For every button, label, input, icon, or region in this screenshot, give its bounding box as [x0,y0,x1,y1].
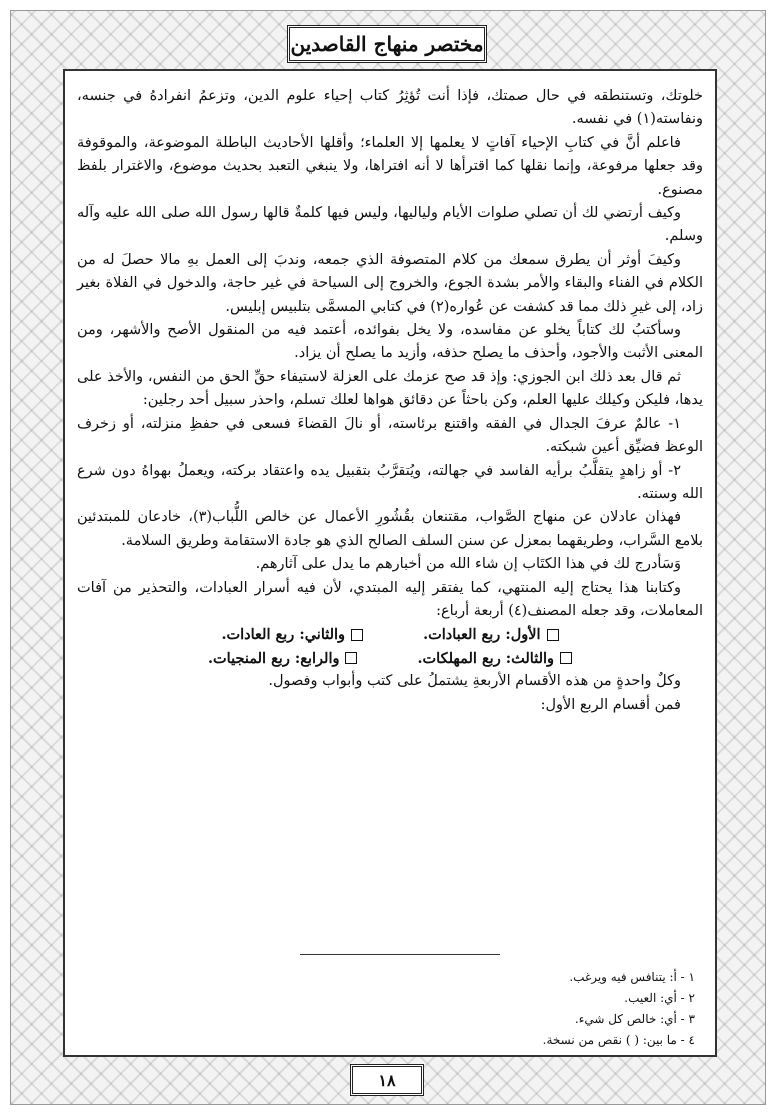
paragraph: وسأكتبُ لك كتاباً يخلو عن مفاسده، ولا يخل بفوائده، أعتمد فيه من المنقول الأصح والأشهر، ومن المعنى الأثبت والأجود، وأحذف ما يصلح حذفه، وأزيد ما يصلح أن يزاد. [77,322,703,362]
paragraph: فمن أقسام الربع الأول: [540,696,681,713]
paragraph: وكتابنا هذا يحتاج إليه المنتهي، كما يفتقر إليه المبتدي، لأن فيه أسرار العبادات، والتحذير من آفات المعاملات، وقد جعله المصنف(٤) أربعة أرباع: [77,579,703,619]
page-number [350,1064,424,1096]
page-number-text: ١٨ [378,1070,396,1090]
footnote: ٢ - أي: العيب. [624,991,695,1005]
list-item: ١- عالمٌ عرفَ الجدال في الفقه واقتنع برئاسته، أو نالَ القضاءَ فسعى في حفظِ منزلته، أو زخرف الوعظ فضيِّق أعين شبكته. [77,415,703,456]
paragraph: فهذان عادلان عن منهاج الصَّواب، مقتنعان بقُشُورِ الأعمال عن خالص اللُّباب(٣)، خادعان للمبتدئين بلامع السَّراب، وطريقهما بمعزل عن سنن السلف الصالح الذي هو جادة الاستقامة وطريق السلامة. [77,509,703,549]
quarters-row [77,623,703,646]
paragraph: ثم قال بعد ذلك ابن الجوزي: وإذ قد صح عزمك على العزلة لاستيفاء حقِّ الحق من النفس، والأخذ على يدها، فليكن وكيلك عليها العلم، وكن باحثاً عن دقائق هواها لعلك تسلم، واحذر سبيل أحد رجلين: [77,368,703,409]
paragraph: فاعلم أنَّ في كتابِ الإحياء آفاتٍ لا يعلمها إلا العلماء؛ وأقلها الأحاديث الباطلة الموضوعة، والموقوفة وقد جعلها مرفوعة، وإنما نقلها كما اقترأها لا أنه افتراها، ولا ينبغي التعبد بحديث موضوع، والاغترار بلفظ مصنوع. [77,134,703,198]
header-title: مختصر منهاج القاصدين [290,32,484,56]
checkbox-square-icon [345,652,357,664]
paragraph: وكلٌ واحدةٍ من هذه الأقسام الأربعةِ يشتملُ على كتب وأبواب وفصول. [268,673,681,690]
quarters-row [77,647,703,670]
footnote-divider [300,954,500,955]
paragraph: وَسَأدرج لك في هذا الكتَاب إن شاء الله من أخبارهم ما يدل على آثارهم. [255,556,681,573]
paragraph: خلوتك، وتستنطقه في حال صمتك، فإذا أنت تُؤثِرُ كتاب إحياء علوم الدين، وتزعمُ انفرادهُ في جنسه، ونفاسته(١) في نفسه. [77,88,703,128]
paragraph: وكيف أرتضي لك أن تصلي صلوات الأيام ولياليها، وليس فيها كلمةٌ قالها رسول الله صلى الله عليه وآله وسلم. [77,205,703,245]
body-text [77,85,703,717]
running-header [287,25,487,63]
footnote: ٣ - أي: خالص كل شيء. [574,1012,695,1026]
checkbox-square-icon [351,629,363,641]
footnote: ٤ - ما بين: ( ) نقص من نسخة. [542,1033,695,1047]
page-content-box [63,69,717,1057]
footnote: ١ - أ: يتنافس فيه ويرغب. [569,970,695,984]
quarter-label: الأول: ربع العبادات. [423,626,541,644]
list-item: ٢- أو زاهدٍ يتقلَّبُ برأيه الفاسد في جهالته، ويُتقرَّبُ بتقبيل يده واعتقاد بركته، ويعملُ بهواهُ دون شرع الله وسنته. [77,462,703,502]
footnotes [85,967,695,1051]
quarter-item [423,623,558,646]
checkbox-square-icon [560,652,572,664]
checkbox-square-icon [547,629,559,641]
quarter-item [221,623,363,646]
quarter-label: والثاني: ربع العادات. [221,626,346,644]
quarter-item [417,647,572,670]
quarter-label: والرابع: ربع المنجيات. [207,649,340,667]
paragraph: وكيفَ أوثر أن يطرق سمعك من كلام المتصوفة الذي جمعه، وندبَ إلى العمل بهِ مالا حصلَ له من الكلام في الفناء والبقاء والأمر بشدة الجوع، والخروج إلى السياحة في غير حاجة، والدخول في الفلاة بغير زاد، إلى غيرِ ذلك مما قد كشفت عن عُواره(٢) في كتابي المسمَّى بتلبيس إبليس. [77,251,703,315]
quarter-item [208,647,358,670]
quarter-label: والثالث: ربع المهلكات. [417,649,555,667]
